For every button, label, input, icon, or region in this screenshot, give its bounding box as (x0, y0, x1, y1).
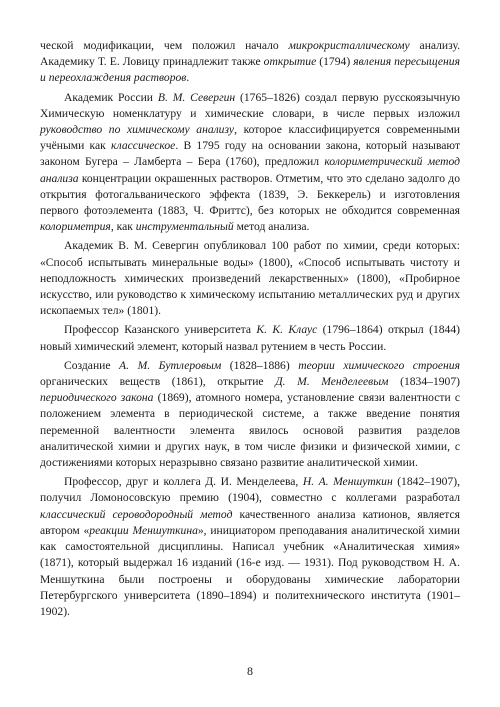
text-run: (1765–1826) создал первую русскоязычную Химическую номенклатуру и химические словари, в числе первых изложил (40, 90, 460, 120)
italic-run: микрокристаллическому (288, 39, 410, 52)
italic-run: инструментальный (135, 220, 234, 234)
italic-run: теории химического строения (298, 358, 460, 372)
text-run: Профессор Казанского университета (64, 323, 257, 337)
italic-run: колориметрия (40, 220, 111, 234)
paragraph (40, 322, 460, 354)
text-run: ческой модификации, чем положил начало (40, 39, 289, 52)
paragraph (40, 38, 460, 87)
italic-run: Д. М. Менделеевым (275, 375, 389, 389)
text-run: (1869), атомного номера, установление связи валентности с положением элемента в периодической системе, а также введение понятия переменной валентности элемента явилось основой развития разделов аналитической химии и других наук, в том числе физики и физической химии, с достижениями которых неразрывно связано развитие аналитической химии. (40, 391, 461, 470)
text-run: органических веществ (1861), открытие (40, 375, 276, 389)
text-run: Профессор, друг и коллега Д. И. Менделеева, (64, 475, 303, 489)
italic-run: А. М. Бутлеровым (119, 358, 222, 372)
italic-run: классическое (111, 139, 176, 153)
text-run: Создание (64, 358, 120, 372)
text-run: (1794) (316, 55, 354, 69)
page-number: 8 (247, 664, 253, 678)
text-run: анализу. Академику Т. Е. Ловицу принадлежит также (40, 39, 461, 69)
text-run: (1842–1907), получил Ломоносовскую премию (1904), совместно с коллегами разработал (40, 475, 460, 505)
italic-run: Н. А. Меншуткин (302, 475, 393, 489)
italic-run: открытие (263, 55, 317, 69)
italic-run: руководство по химическому анализу (40, 123, 235, 137)
italic-run: явления пересыщения и переохлаждения растворов (40, 55, 460, 85)
text-run: качественного анализа катионов, является автором « (40, 507, 460, 537)
text-run: (1796–1864) открыл (1844) новый химический элемент, который назвал рутением в честь России. (40, 323, 460, 353)
italic-run: колориметрический метод анализа (40, 155, 461, 185)
text-run: Академик России (64, 90, 158, 104)
italic-run: К. К. Клаус (256, 323, 318, 337)
italic-run: В. М. Севергин (157, 90, 236, 104)
page-body (40, 38, 460, 623)
italic-run: реакции Меншуткина (89, 523, 198, 537)
text-run: . (186, 71, 190, 85)
italic-run: классический сероводородный метод (40, 507, 233, 521)
text-run: , которое классифицируется современными учёными как (40, 123, 460, 153)
text-run: , как (110, 220, 136, 234)
text-run: », инициатором преподавания аналитической химии как самостоятельной дисциплины. Написал учебник «Аналитическая химия» (1871), который выдержал 16 изданий (16-е изд. — 1931). Под руководством Н. А. Меншуткина были построены и оборудованы химические лаборатории Петербургского университета (1890–1894) и политехнического института (1901–1902). (40, 523, 460, 618)
text-run: . В 1795 году на основании закона, который называют законом Бугера – Ламберта – Бера (1760), предложил (40, 139, 461, 169)
paragraph (40, 238, 460, 319)
paragraph (40, 474, 460, 620)
text-run: метод анализа. (233, 220, 310, 234)
text-run: концентрации окрашенных растворов. Отметим, что это сделано задолго до открытия фотогальванического эффекта (1839, Э. Беккерель) и изготовления первого фотоэлемента (1883, Ч. Фриттс), без которых не обходится современная (40, 171, 460, 218)
paragraph (40, 358, 460, 471)
text-run: (1828–1886) (221, 358, 299, 372)
text-run: (1834–1907) (388, 375, 460, 389)
text-run: Академик В. М. Севергин опубликовал 100 работ по химии, среди которых: «Способ испытывать минеральные воды» (1800), «Способ испытывать чистоту и неподложность химических произведений лекарственных» (1800), «Пробирное искусство, или руководство к химическому испытанию металлических руд и других ископаемых тел» (1801). (40, 239, 460, 318)
paragraph (40, 90, 460, 236)
italic-run: периодического закона (40, 391, 154, 405)
